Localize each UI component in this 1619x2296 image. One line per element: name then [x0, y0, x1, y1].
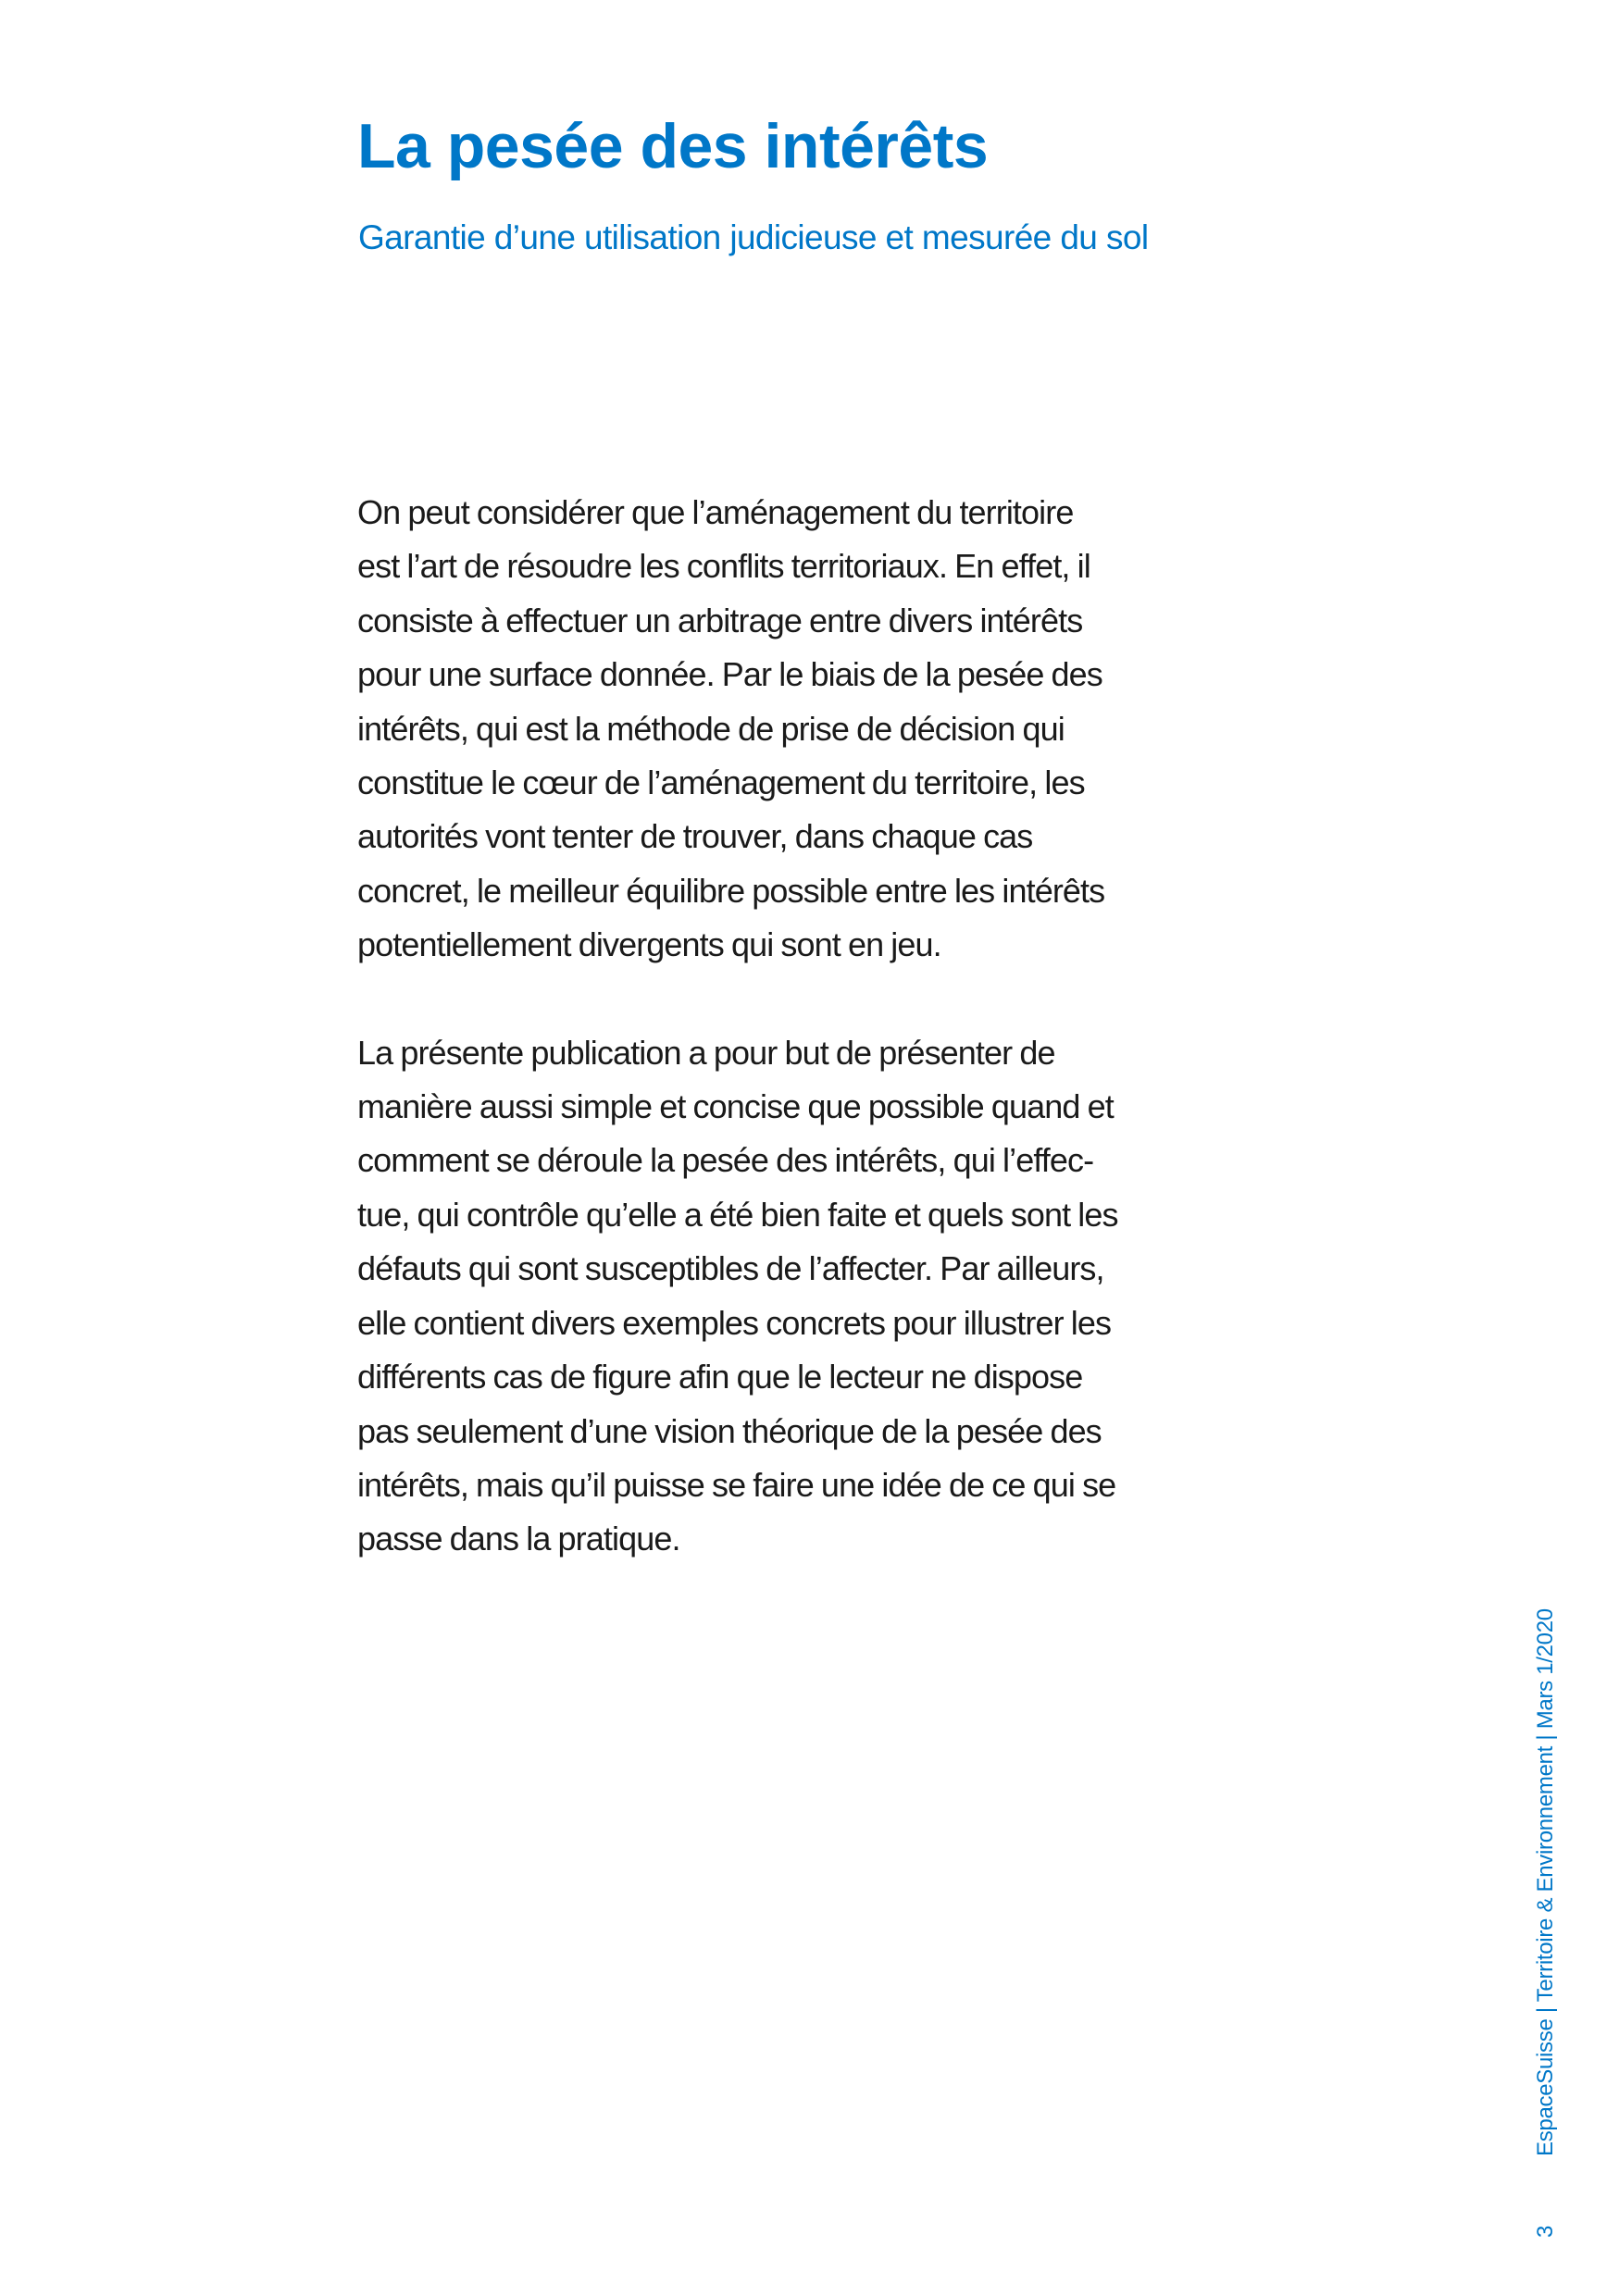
text-line: est l’art de résoudre les conflits territoriaux. En effet, il: [357, 547, 1090, 586]
vertical-footer: [1532, 1582, 1560, 2249]
text-line: manière aussi simple et concise que possible quand et: [357, 1087, 1114, 1126]
text-line: potentiellement divergents qui sont en jeu.: [357, 925, 941, 964]
paragraph-1: [357, 486, 1246, 973]
text-line: constitue le cœur de l’aménagement du territoire, les: [357, 763, 1085, 802]
text-line: autorités vont tenter de trouver, dans chaque cas: [357, 817, 1033, 856]
text-line: comment se déroule la pesée des intérêts, qui l’effec-: [357, 1141, 1094, 1180]
text-line: intérêts, qui est la méthode de prise de décision qui: [357, 709, 1065, 748]
running-title: EspaceSuisse | Territoire & Environnement | Mars 1/2020: [1533, 1608, 1558, 2156]
text-line: La présente publication a pour but de présenter de: [357, 1033, 1055, 1072]
text-line: On peut considérer que l’aménagement du territoire: [357, 493, 1074, 531]
paragraph-2: [357, 1026, 1246, 1567]
text-line: pas seulement d’une vision théorique de la pesée des: [357, 1411, 1102, 1450]
vertical-footer-text: [1532, 1582, 1560, 2249]
page-subtitle: Garantie d’une utilisation judicieuse et mesurée du sol: [358, 218, 1149, 256]
text-line: elle contient divers exemples concrets pour illustrer les: [357, 1303, 1112, 1342]
page-title: La pesée des intérêts: [357, 111, 989, 181]
text-line: défauts qui sont susceptibles de l’affecter. Par ailleurs,: [357, 1249, 1104, 1288]
text-line: passe dans la pratique.: [357, 1520, 680, 1558]
page-number: 3: [1533, 2225, 1558, 2238]
text-line: différents cas de figure afin que le lecteur ne dispose: [357, 1358, 1083, 1396]
body-text: [357, 486, 1246, 1620]
text-line: consiste à effectuer un arbitrage entre divers intérêts: [357, 601, 1083, 639]
text-line: tue, qui contrôle qu’elle a été bien faite et quels sont les: [357, 1195, 1118, 1234]
text-line: pour une surface donnée. Par le biais de la pesée des: [357, 655, 1102, 694]
text-line: intérêts, mais qu’il puisse se faire une idée de ce qui se: [357, 1465, 1116, 1504]
text-line: concret, le meilleur équilibre possible entre les intérêts: [357, 871, 1105, 910]
